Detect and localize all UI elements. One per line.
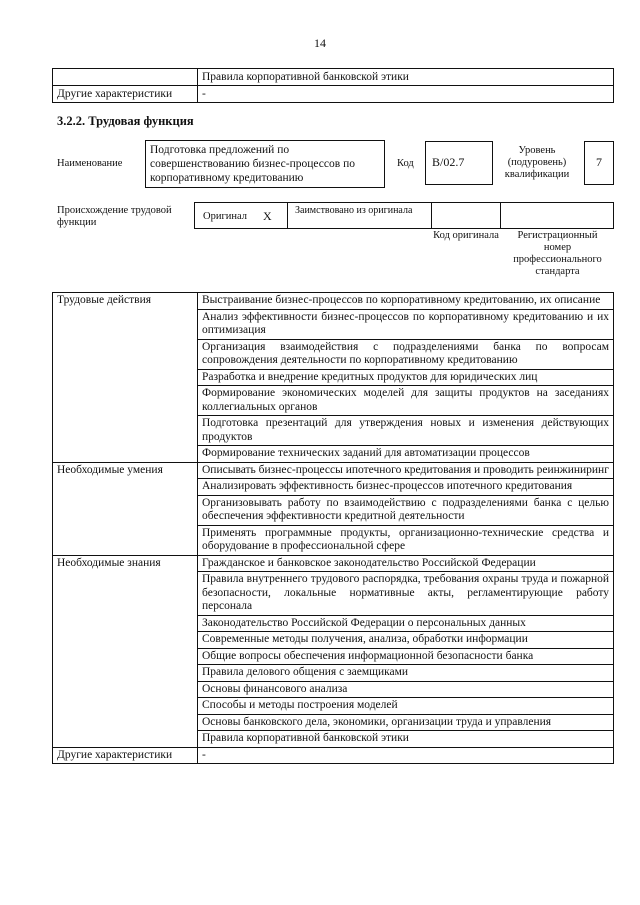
table-cell: Основы банковского дела, экономики, организации труда и управления <box>198 714 614 731</box>
divider <box>500 203 501 228</box>
table-cell: Современные методы получения, анализа, обработки информации <box>198 632 614 649</box>
code-label: Код <box>397 158 414 169</box>
table-cell: Гражданское и банковское законодательство Российской Федерации <box>198 555 614 572</box>
level-value-box: 7 <box>584 141 614 185</box>
table-row <box>53 462 614 479</box>
name-label: Наименование <box>57 158 123 169</box>
table-cell: Анализировать эффективность бизнес-процессов ипотечного кредитования <box>198 479 614 496</box>
original-mark: X <box>263 209 272 223</box>
origin-label: Происхождение трудовой функции <box>57 205 172 228</box>
table-cell: Правила корпоративной банковской этики <box>198 731 614 748</box>
table-cell: Организация взаимодействия с подразделениями банка по вопросам сопровождения деятельности по корпоративному кредитованию <box>198 339 614 369</box>
table-cell: Формирование технических заданий для автоматизации процессов <box>198 446 614 463</box>
borrowed-label: Заимствовано из оригинала <box>295 205 413 216</box>
divider <box>431 203 432 228</box>
table-row <box>53 69 614 86</box>
main-table <box>52 292 614 764</box>
table-cell: Законодательство Российской Федерации о персональных данных <box>198 615 614 632</box>
original-label: Оригинал <box>203 211 247 222</box>
table-cell: Правила внутреннего трудового распорядка, требования охраны труда и пожарной безопасности, локальные нормативные акты, регламентирующие работу персонала <box>198 572 614 616</box>
table-row <box>53 747 614 764</box>
table-cell: - <box>198 747 614 764</box>
table-cell: Общие вопросы обеспечения информационной безопасности банка <box>198 648 614 665</box>
table-cell: Подготовка презентаций для утверждения новых и изменения действующих продуктов <box>198 416 614 446</box>
reg-number-caption: Регистрационный номер профессионального стандарта <box>513 230 602 277</box>
table-cell: Формирование экономических моделей для защиты продуктов на заседаниях коллегиальных органов <box>198 386 614 416</box>
group-label-knowledge: Необходимые знания <box>53 555 198 747</box>
top-continuation-table <box>52 68 614 103</box>
divider <box>287 203 288 228</box>
table-row <box>53 555 614 572</box>
table-cell: Организовывать работу по взаимодействию с подразделениями банка с целью обеспечения эффективности кредитной деятельности <box>198 495 614 525</box>
table-cell-label: Другие характеристики <box>53 86 198 103</box>
group-label-other: Другие характеристики <box>53 747 198 764</box>
page-number: 14 <box>314 36 326 50</box>
table-cell-label <box>53 69 198 86</box>
table-cell: Анализ эффективности бизнес-процессов по корпоративному кредитованию и их оптимизация <box>198 309 614 339</box>
table-cell: Описывать бизнес-процессы ипотечного кредитования и проводить реинжиниринг <box>198 462 614 479</box>
table-cell: Правила делового общения с заемщиками <box>198 665 614 682</box>
table-cell-value: - <box>198 86 614 103</box>
function-code-box: B/02.7 <box>425 141 493 185</box>
table-cell: Выстраивание бизнес-процессов по корпоративному кредитованию, их описание <box>198 293 614 310</box>
table-cell: Применять программные продукты, организационно-технические средства и оборудование в профессиональной сфере <box>198 525 614 555</box>
table-row <box>53 293 614 310</box>
table-cell: Способы и методы построения моделей <box>198 698 614 715</box>
function-name-box: Подготовка предложений по совершенствованию бизнес-процессов по корпоративному кредитованию <box>145 140 385 188</box>
table-cell: Основы финансового анализа <box>198 681 614 698</box>
section-title: 3.2.2. Трудовая функция <box>57 114 194 128</box>
code-original-caption: Код оригинала <box>433 230 499 241</box>
table-cell: Разработка и внедрение кредитных продуктов для юридических лиц <box>198 369 614 386</box>
table-row <box>53 86 614 103</box>
group-label-actions: Трудовые действия <box>53 293 198 463</box>
table-cell-value: Правила корпоративной банковской этики <box>198 69 614 86</box>
origin-box <box>194 202 614 229</box>
level-label: Уровень (подуровень) квалификации <box>504 145 570 180</box>
group-label-skills: Необходимые умения <box>53 462 198 555</box>
